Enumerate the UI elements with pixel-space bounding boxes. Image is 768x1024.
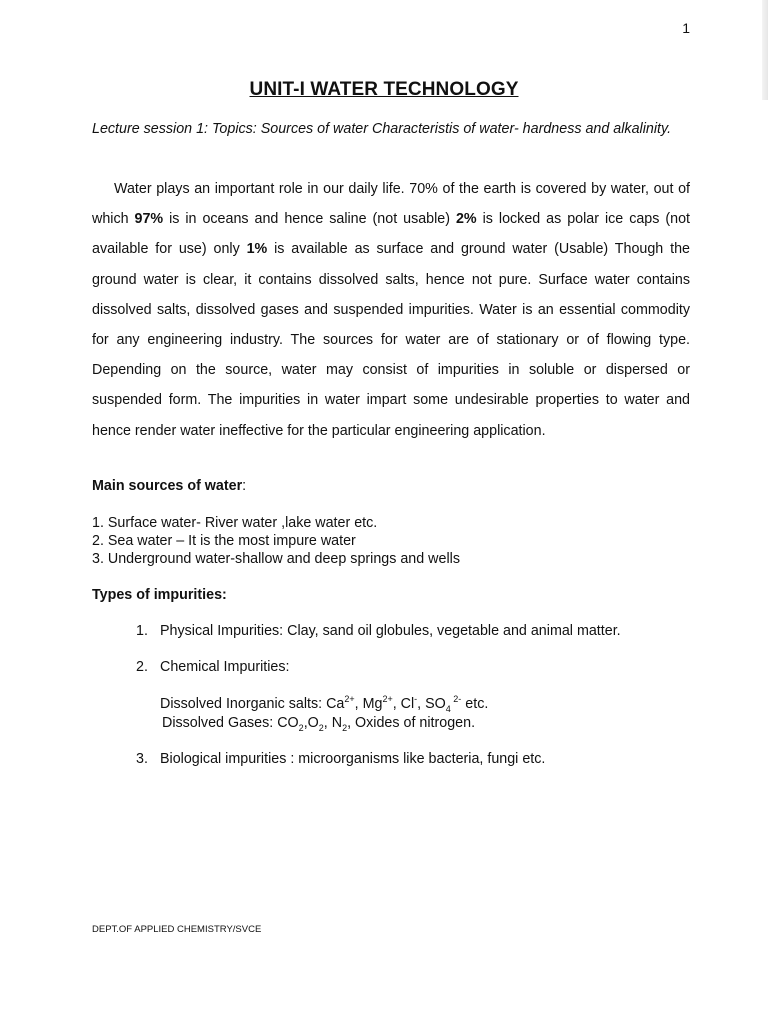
n-subscript: 2 xyxy=(342,722,348,733)
impurity-item-physical xyxy=(136,623,621,639)
so-subscript: 4 xyxy=(445,703,451,714)
intro-paragraph xyxy=(92,174,690,446)
mg-charge: 2+ xyxy=(382,694,393,705)
gases-suffix: , Oxides of nitrogen. xyxy=(347,715,476,731)
impurity-text: Chemical Impurities: xyxy=(160,659,290,675)
sources-list xyxy=(92,514,460,568)
intro-bold-1: 1% xyxy=(246,241,268,258)
page-footer: DEPT.OF APPLIED CHEMISTRY/SVCE xyxy=(92,924,262,935)
gases-n: , N xyxy=(323,715,343,731)
salts-suffix: etc. xyxy=(461,696,489,712)
cl-charge: - xyxy=(414,694,418,705)
page-title: UNIT-I WATER TECHNOLOGY xyxy=(249,79,519,100)
sources-heading-colon: : xyxy=(242,478,247,494)
so-charge: 2- xyxy=(450,694,462,705)
dissolved-salts-line xyxy=(160,696,488,712)
intro-bold-97: 97% xyxy=(134,211,164,228)
list-item: 2. Sea water – It is the most impure water xyxy=(92,533,356,549)
list-item: 3. Underground water-shallow and deep springs and wells xyxy=(92,551,460,567)
intro-text-1: Water plays an important role in our daily life. 70% of the earth is covered by water, out of which xyxy=(92,181,690,228)
intro-text-3: is locked as polar ice caps (not available for use) only xyxy=(92,211,690,258)
list-number: 3. xyxy=(136,751,148,767)
salts-cl: , Cl xyxy=(392,696,415,712)
salts-so: , SO xyxy=(417,696,446,712)
salts-mg: , Mg xyxy=(354,696,383,712)
list-number: 2. xyxy=(136,659,148,675)
intro-bold-2: 2% xyxy=(455,211,477,228)
co-subscript: 2 xyxy=(298,722,304,733)
list-item: 1. Surface water- River water ,lake water etc. xyxy=(92,515,378,531)
impurity-item-chemical xyxy=(136,659,290,675)
page-number: 1 xyxy=(682,20,690,36)
dissolved-gases-line xyxy=(162,715,475,731)
impurity-item-biological xyxy=(136,751,545,767)
gases-prefix: Dissolved Gases: CO xyxy=(162,715,299,731)
impurity-text: Biological impurities : microorganisms like bacteria, fungi etc. xyxy=(160,751,546,767)
impurity-text: Physical Impurities: Clay, sand oil globules, vegetable and animal matter. xyxy=(160,623,621,639)
lecture-session-line: Lecture session 1: Topics: Sources of water Characteristis of water- hardness and alkalinity. xyxy=(92,121,672,137)
salts-prefix: Dissolved Inorganic salts: Ca xyxy=(160,696,345,712)
list-number: 1. xyxy=(136,623,148,639)
o-subscript: 2 xyxy=(318,722,324,733)
intro-text-2: is in oceans and hence saline (not usable) xyxy=(163,211,456,228)
ca-charge: 2+ xyxy=(344,694,355,705)
intro-text-4: is available as surface and ground water (Usable) Though the ground water is clear, it contains dissolved salts, hence not pure. Surface water contains dissolved salts, dissolved gases and suspended impurities. Water is an essential commodity for any engineering industry. The sources for water are of stationary or of flowing type. Depending on the source, water may consist of impurities in soluble or dispersed or suspended form. The impurities in water impart some undesirable properties to water and hence render water ineffective for the particular engineering application. xyxy=(92,241,690,439)
types-heading: Types of impurities: xyxy=(92,587,227,603)
gases-o: ,O xyxy=(303,715,319,731)
sources-heading-label: Main sources of water xyxy=(92,478,243,494)
sources-heading xyxy=(92,478,246,494)
